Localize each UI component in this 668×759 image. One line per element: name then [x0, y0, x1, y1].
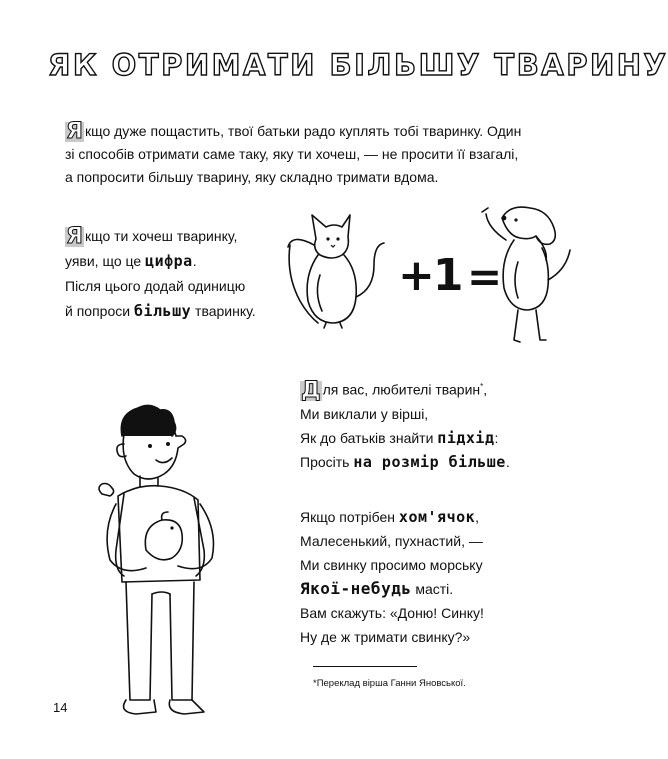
plus-one-symbol: +1 [398, 250, 462, 301]
poem-line: Як до батьків знайти підхід: [300, 428, 499, 447]
drop-cap: Д [301, 377, 321, 403]
poem-stanza-1 [300, 375, 510, 474]
highlight-word: на розмір більше [353, 452, 506, 471]
poem-stanza-2 [300, 505, 484, 649]
tip-line-1: Я кщо ти хочеш тваринку, [66, 224, 238, 249]
equals-symbol: = [467, 252, 503, 301]
tip-line-4: й попроси більшу тваринку. [65, 302, 256, 320]
poem-line: Вам скажуть: «Доню! Синку! [300, 605, 484, 621]
intro-line-2: зі способів отримати саме таку, яку ти хочеш, — не просити її взагалі, [65, 146, 519, 162]
highlight-word: хом'ячок [398, 508, 476, 526]
poem-line: Ми виклали у вірші, [300, 405, 429, 422]
footnote-divider [313, 666, 417, 667]
poem-line: Якщо потрібен хом'ячок, [300, 508, 480, 526]
highlight-word: більшу [133, 302, 192, 320]
tip-paragraph [65, 224, 256, 324]
footnote: *Переклад вірша Ганни Яновської. [313, 678, 466, 689]
intro-paragraph [65, 120, 521, 189]
highlight-word: цифра [145, 252, 193, 270]
tip-line-2: уяви, що це цифра. [65, 252, 197, 270]
highlight-word: підхід [437, 428, 495, 447]
intro-line-3: а попросити більшу тварину, яку складно тримати вдома. [65, 169, 439, 185]
page-number: 14 [53, 700, 68, 715]
poem-line: Ми свинку просимо морську [300, 557, 483, 573]
page-title: ЯК ОТРИМАТИ БІЛЬШУ ТВАРИНУ [48, 48, 668, 82]
poem-line: Д ля вас, любителі тварин*, [301, 377, 488, 403]
footnote-marker: * [480, 382, 484, 391]
poem-line: Ну де ж тримати свинку?» [300, 629, 471, 645]
cat-illustration [278, 205, 393, 330]
dog-illustration [474, 200, 590, 350]
drop-cap: Я [66, 119, 83, 144]
intro-line-1: Я кщо дуже пощастить, твої батьки радо куплять тобі тваринку. Один [66, 119, 522, 144]
highlight-word: Якої-небудь [300, 579, 412, 598]
poem-line: Просіть на розмір більше. [300, 452, 510, 471]
poem-line: Малесенький, пухнастий, — [300, 533, 483, 549]
drop-cap: Я [66, 224, 83, 249]
boy-with-pets-illustration [88, 400, 248, 730]
tip-line-3: Після цього додай одиницю [65, 278, 246, 294]
poem-line: Якої-небудь масті. [300, 579, 454, 598]
